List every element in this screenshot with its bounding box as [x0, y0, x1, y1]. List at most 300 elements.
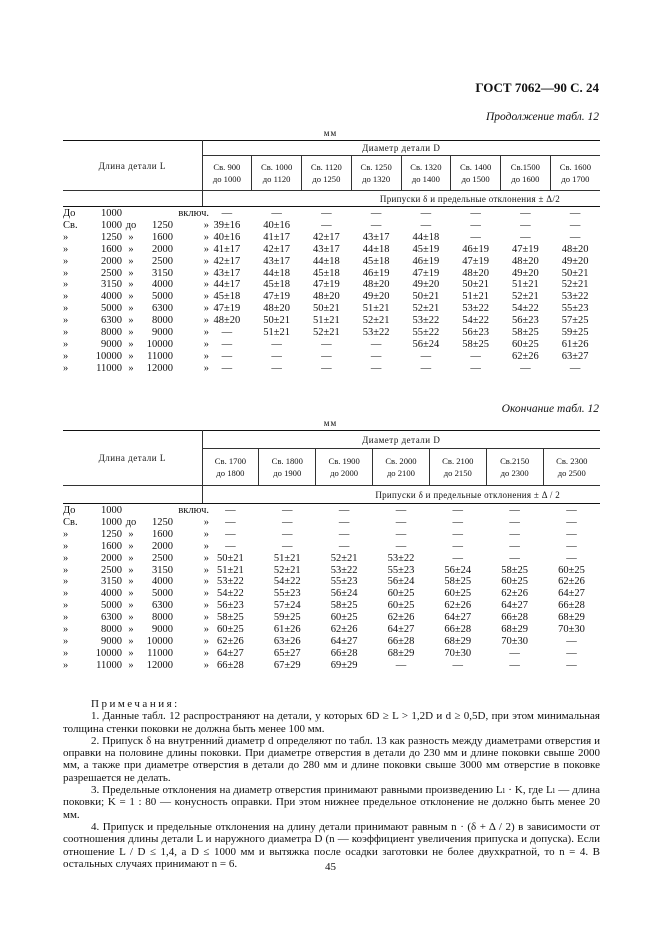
table-cell: 52±21 [330, 552, 358, 564]
table-row [63, 327, 600, 339]
table-cell: — [566, 528, 577, 540]
table-cell: 54±22 [273, 576, 301, 588]
column-header [550, 156, 600, 191]
table-cell: 51±21 [263, 327, 290, 339]
table-cell: 44±18 [312, 255, 340, 267]
table-cell: 68±29 [501, 624, 529, 636]
table-cell: 48±20 [362, 279, 390, 291]
table-cell: 63±27 [561, 350, 589, 362]
table-cell: 56±24 [330, 588, 358, 600]
column-header [451, 156, 501, 191]
table-cell: 64±27 [558, 588, 585, 600]
row-header: Длина детали L [63, 141, 202, 191]
table-cell: — [282, 540, 293, 552]
table-cell: 64±27 [444, 612, 472, 624]
table-cell: — [225, 528, 236, 540]
table-row [63, 244, 600, 256]
column-to: до 1250 [312, 174, 341, 184]
table-cell: 59±25 [561, 327, 589, 339]
column-to: до 2150 [443, 468, 472, 478]
table-cell: 68±29 [558, 612, 585, 624]
table-cell: — [452, 528, 464, 540]
table-cell: 43±17 [213, 267, 241, 279]
table-cell: 66±28 [558, 600, 585, 612]
table-cell: 46±19 [412, 255, 440, 267]
table-cell: 53±22 [387, 552, 415, 564]
table-cell: — [470, 350, 481, 362]
table-cell: 45±18 [362, 255, 390, 267]
row-label: Св. 1000 до 1250 » [63, 516, 209, 528]
row-label: » 6300 » 8000 » [63, 612, 209, 624]
table-cell: 50±21 [462, 279, 489, 291]
table-cell: — [452, 659, 464, 671]
table-cell: 47±19 [263, 291, 290, 303]
table-cell: 52±21 [511, 291, 539, 303]
table-cell: 62±26 [217, 635, 244, 647]
table-cell: 61±26 [561, 338, 589, 350]
row-label: » 9000 » 10000 » [63, 338, 209, 350]
column-from: Св. 1120 [310, 162, 342, 172]
table-cell: 40±16 [213, 231, 241, 243]
column-header [351, 156, 401, 191]
column-to: до 2500 [557, 468, 586, 478]
table-cell: 41±17 [263, 231, 290, 243]
table-cell: — [569, 231, 581, 243]
table-cell: 48±20 [462, 267, 489, 279]
table-cell: 45±18 [312, 267, 340, 279]
table-cell: 60±25 [511, 338, 539, 350]
table-cell: 61±26 [273, 624, 301, 636]
table-row [63, 541, 600, 553]
column-header [373, 449, 430, 486]
row-label: » 2500 » 3150 » [63, 267, 209, 279]
row-label: До 1000 включ. [63, 505, 209, 516]
table-cell: — [395, 540, 407, 552]
table-cell: — [338, 540, 350, 552]
table-row [63, 351, 600, 363]
row-label: » 10000 » 11000 » [63, 647, 209, 659]
table-cell: 44±18 [362, 243, 390, 255]
column-header [202, 156, 252, 191]
table-cell: 44±18 [263, 267, 290, 279]
table-cell: 48±20 [213, 315, 241, 327]
table-cell: 70±30 [558, 624, 585, 636]
table-cell: 40±16 [263, 219, 290, 231]
table-cell: 55±22 [412, 327, 440, 339]
table-cell: — [566, 659, 577, 671]
table-cell: — [370, 338, 382, 350]
table-cell: 52±21 [362, 315, 390, 327]
table-cell: 60±25 [330, 612, 358, 624]
table-cell: — [282, 505, 293, 516]
table-row [63, 504, 600, 517]
table-cell: 51±21 [312, 315, 340, 327]
table-row [63, 279, 600, 291]
table-cell: 57±24 [273, 600, 301, 612]
table-cell: 64±27 [330, 635, 358, 647]
row-label: » 1600 » 2000 » [63, 243, 209, 255]
table-cell: 56±24 [387, 576, 415, 588]
column-to: до 1000 [212, 174, 241, 184]
table-cell: 51±21 [217, 564, 244, 576]
notes-title: Примечания: [91, 698, 180, 710]
row-label: » 1250 » 1600 » [63, 231, 209, 243]
table-cell: — [452, 540, 464, 552]
table-cell: 58±25 [444, 576, 472, 588]
column-from: Св. 2000 [385, 456, 417, 466]
table-row [63, 565, 600, 577]
column-from: Св. 1800 [271, 456, 303, 466]
table-cell: — [566, 552, 577, 564]
page-number: 45 [325, 861, 336, 873]
table-cell: 52±21 [273, 564, 301, 576]
table-cell: — [370, 362, 382, 374]
table-cell: 58±25 [217, 612, 244, 624]
table-cell: — [420, 208, 432, 219]
table-row [63, 588, 600, 600]
table-cell: — [420, 350, 432, 362]
table-cell: — [321, 219, 332, 231]
table-cell: 46±19 [362, 267, 390, 279]
table-cell: 54±22 [462, 315, 489, 327]
table-cell: — [321, 362, 332, 374]
table-cell: 51±21 [273, 552, 301, 564]
table-cell: 62±26 [501, 588, 529, 600]
table-cell: 52±21 [312, 327, 340, 339]
table-cell: 62±26 [444, 600, 472, 612]
table-cell: — [566, 540, 577, 552]
table-cell: 55±23 [273, 588, 301, 600]
column-to: до 1120 [262, 174, 291, 184]
table-cell: — [225, 540, 236, 552]
column-header [316, 449, 373, 486]
table1-unit: мм [323, 128, 338, 138]
table-row [63, 220, 600, 232]
table2 [63, 430, 600, 672]
table-cell: — [338, 505, 350, 516]
row-label: » 8000 » 9000 » [63, 327, 209, 339]
column-to: до 2000 [330, 468, 359, 478]
table-cell: — [566, 635, 577, 647]
column-header [429, 449, 486, 486]
table-cell: — [509, 552, 520, 564]
table-cell: 62±26 [387, 612, 415, 624]
row-label: » 5000 » 6300 » [63, 303, 209, 315]
table-cell: 49±20 [362, 291, 390, 303]
table-row [63, 624, 600, 636]
table-cell: — [321, 208, 332, 219]
table-cell: 58±25 [511, 327, 539, 339]
table-cell: — [321, 350, 332, 362]
row-header: Длина детали L [63, 431, 202, 486]
table-cell: — [370, 350, 382, 362]
table-cell: — [569, 208, 581, 219]
table-cell: — [221, 362, 233, 374]
row-label: » 11000 » 12000 » [63, 362, 209, 374]
table-cell: — [420, 362, 432, 374]
table-cell: 56±23 [511, 315, 539, 327]
table-row [63, 553, 600, 565]
table-cell: 69±29 [330, 659, 358, 671]
table-cell: 53±22 [412, 315, 440, 327]
table-cell: — [221, 350, 233, 362]
table-cell: 55±23 [330, 576, 358, 588]
table-cell: — [221, 327, 233, 339]
table-cell: 50±21 [561, 267, 589, 279]
table-cell: 55±23 [561, 303, 589, 315]
table-cell: 68±29 [444, 635, 472, 647]
note-item: 2. Припуск δ на внутренний диаметр d определяют по табл. 13 как разность между диаметрами отверстия и оправки на половине длины поковки. При диаметре отверстия в детали до 230 мм и длине поковки свыше 2000 мм, а также при диаметре отверстия в детали до 280 мм и длине поковки свыше 3000 мм отверстие в поковке разрешается не делать. [63, 734, 600, 784]
row-label: » 6300 » 8000 » [63, 315, 209, 327]
table-cell: 42±17 [312, 231, 340, 243]
table-cell: 57±25 [561, 315, 589, 327]
table-cell: 60±25 [444, 588, 472, 600]
table-cell: 55±23 [387, 564, 415, 576]
table-cell: 48±20 [511, 255, 539, 267]
note-item: 1. Данные табл. 12 распространяют на детали, у которых 6D ≥ L > 1,2D и d ≥ 0,5D, при этом минимальная толщина стенки поковки не должна быть менее 100 мм. [63, 710, 600, 735]
table-cell: — [338, 528, 350, 540]
subheader: Припуски δ и предельные отклонения ± Δ/2 [202, 191, 600, 207]
table-cell: 70±30 [444, 647, 472, 659]
table-cell: — [566, 647, 577, 659]
table-row [63, 576, 600, 588]
table-cell: — [321, 338, 332, 350]
table2-caption: Окончание табл. 12 [501, 403, 599, 415]
table-cell: 56±24 [444, 564, 472, 576]
table-cell: — [452, 516, 464, 528]
table-cell: — [225, 516, 236, 528]
table-cell: 48±20 [312, 291, 340, 303]
table-cell: — [395, 516, 407, 528]
table-cell: 60±25 [217, 624, 244, 636]
table-cell: — [282, 516, 293, 528]
table-cell: 49±20 [511, 267, 539, 279]
column-header [259, 449, 316, 486]
table-cell: 53±22 [217, 576, 244, 588]
column-from: Св. 1320 [410, 162, 442, 172]
table-cell: 64±27 [387, 624, 415, 636]
table-cell: — [566, 516, 577, 528]
table-cell: 70±30 [501, 635, 529, 647]
table-cell: 50±21 [312, 303, 340, 315]
table-cell: — [225, 505, 236, 516]
table-cell: 53±22 [330, 564, 358, 576]
row-label: » 2000 » 2500 » [63, 552, 209, 564]
table-cell: 39±16 [213, 219, 241, 231]
document-header: ГОСТ 7062—90 С. 24 [475, 80, 599, 95]
table-cell: — [370, 208, 382, 219]
table1-caption: Продолжение табл. 12 [486, 111, 599, 123]
row-label: » 3150 » 4000 » [63, 576, 209, 588]
table-row [63, 339, 600, 351]
table-cell: 52±21 [561, 279, 589, 291]
diameter-header: Диаметр детали D [202, 141, 600, 156]
table-row [63, 660, 600, 672]
table-cell: 58±25 [330, 600, 358, 612]
column-to: до 1800 [216, 468, 245, 478]
table-cell: 54±22 [511, 303, 539, 315]
column-to: до 1900 [273, 468, 302, 478]
table-cell: 42±17 [213, 255, 241, 267]
table-cell: 47±19 [412, 267, 440, 279]
row-label: До 1000 включ. [63, 208, 209, 219]
row-label: » 1250 » 1600 » [63, 528, 209, 540]
row-label: » 9000 » 10000 » [63, 635, 209, 647]
note-item: 4. Припуск и предельные отклонения на длину детали принимают равным n · (δ + Δ / 2) в зависимости от соотношения длины детали L и наружного диаметра D (n — коэффициент увеличения припуска и допуска). Если отношение L / D ≤ 1,4, а D ≤ 1000 мм и вытяжка после осадки заготовки не более двухкратной, то n = 4. В остальных случаях принимают n = 6. [63, 820, 600, 870]
table-cell: 60±25 [387, 588, 415, 600]
table1 [63, 140, 600, 375]
table-cell: 62±26 [558, 576, 585, 588]
column-from: Св. 1000 [260, 162, 293, 172]
table-cell: — [470, 231, 481, 243]
column-header [252, 156, 302, 191]
table-cell: 41±17 [213, 243, 241, 255]
column-from: Св. 1700 [214, 456, 247, 466]
table-cell: 58±25 [462, 338, 489, 350]
table-cell: — [271, 350, 282, 362]
table-row [63, 517, 600, 529]
row-label: » 4000 » 5000 » [63, 588, 209, 600]
row-label: » 2500 » 3150 » [63, 564, 209, 576]
table-cell: 64±27 [217, 647, 244, 659]
table-cell: 60±25 [387, 600, 415, 612]
table-cell: 48±20 [263, 303, 290, 315]
table-cell: — [569, 362, 581, 374]
table2-unit: мм [323, 418, 338, 428]
table-cell: 47±19 [312, 279, 340, 291]
table-cell: 60±25 [501, 576, 529, 588]
table-row [63, 363, 600, 375]
row-label: » 2000 » 2500 » [63, 255, 209, 267]
table-cell: — [452, 552, 464, 564]
table-cell: — [271, 362, 282, 374]
table-row [63, 303, 600, 315]
table-cell: — [509, 647, 520, 659]
table-cell: — [420, 219, 432, 231]
table-cell: 53±22 [362, 327, 390, 339]
table-cell: 58±25 [501, 564, 529, 576]
table-cell: — [509, 516, 520, 528]
table-cell: — [395, 528, 407, 540]
column-from: Св. 2100 [442, 456, 474, 466]
table-cell: 42±17 [263, 243, 290, 255]
table-cell: 50±21 [263, 315, 290, 327]
table-cell: — [271, 208, 282, 219]
table-cell: — [520, 362, 531, 374]
table-cell: 43±17 [263, 255, 290, 267]
table-cell: — [509, 505, 520, 516]
row-label: » 1600 » 2000 » [63, 540, 209, 552]
table-cell: 62±26 [511, 350, 539, 362]
table-cell: 50±21 [217, 552, 244, 564]
table-cell: 56±23 [462, 327, 489, 339]
table-cell: — [395, 505, 407, 516]
table-cell: 54±22 [217, 588, 244, 600]
table-cell: — [509, 528, 520, 540]
table-cell: 49±20 [412, 279, 440, 291]
table-cell: 66±28 [444, 624, 472, 636]
column-to: до 1600 [511, 174, 540, 184]
table-cell: 44±17 [213, 279, 241, 291]
table-cell: — [470, 208, 481, 219]
column-from: Св. 900 [213, 162, 241, 172]
table-cell: 60±25 [558, 564, 585, 576]
column-from: Св. 1600 [559, 162, 592, 172]
table-cell: 43±17 [362, 231, 390, 243]
table-cell: 66±28 [387, 635, 415, 647]
row-label: » 10000 » 11000 » [63, 350, 209, 362]
notes [63, 698, 600, 870]
table-cell: 49±20 [561, 255, 589, 267]
column-from: Св.1500 [510, 162, 540, 172]
table-cell: — [569, 219, 581, 231]
table-row [63, 612, 600, 624]
table-row [63, 600, 600, 612]
table-cell: — [520, 231, 531, 243]
note-item: 3. Предельные отклонения на диаметр отверстия принимают равными произведению Lₗ · K, где Lₗ — длина поковки; K = 1 : 80 — конусность оправки. При этом нижнее предельное отклонение не должно быть менее 20 мм. [63, 784, 600, 821]
table-cell: 47±19 [511, 243, 539, 255]
table-cell: 46±19 [462, 243, 489, 255]
table-cell: 66±28 [330, 647, 358, 659]
table-row [63, 232, 600, 244]
table-cell: 47±19 [462, 255, 489, 267]
table-cell: 53±22 [561, 291, 589, 303]
table-cell: 56±23 [217, 600, 244, 612]
table-cell: — [338, 516, 350, 528]
row-label: » 3150 » 4000 » [63, 279, 209, 291]
table-row [63, 529, 600, 541]
row-label: » 8000 » 9000 » [63, 624, 209, 636]
table-cell: 59±25 [273, 612, 301, 624]
table-cell: 66±28 [217, 659, 244, 671]
column-from: Св. 1900 [328, 456, 360, 466]
table-cell: — [271, 338, 282, 350]
table-cell: — [509, 659, 520, 671]
column-from: Св. 1400 [459, 162, 492, 172]
table-cell: 52±21 [412, 303, 440, 315]
table-cell: 56±24 [412, 338, 440, 350]
column-header [486, 449, 543, 486]
table-row [63, 268, 600, 280]
column-to: до 1320 [362, 174, 391, 184]
column-from: Св. 1250 [360, 162, 392, 172]
subheader: Припуски δ и предельные отклонения ± Δ / 2 [202, 486, 600, 504]
table-cell: 51±21 [462, 291, 489, 303]
column-from: Св.2150 [500, 456, 530, 466]
table-cell: 45±18 [213, 291, 241, 303]
table-row [63, 256, 600, 268]
table-cell: — [221, 338, 233, 350]
table-row [63, 207, 600, 220]
table-cell: 44±18 [412, 231, 440, 243]
table-cell: 68±29 [387, 647, 415, 659]
table-cell: 43±17 [312, 243, 340, 255]
table-cell: — [452, 505, 464, 516]
column-to: до 2100 [386, 468, 415, 478]
column-header [501, 156, 551, 191]
table-cell: 48±20 [561, 243, 589, 255]
column-to: до 1400 [411, 174, 440, 184]
column-header [202, 449, 259, 486]
table-cell: — [566, 505, 577, 516]
row-label: Св. 1000 до 1250 » [63, 219, 209, 231]
table-cell: 67±29 [273, 659, 301, 671]
table-cell: 64±27 [501, 600, 529, 612]
table-cell: — [520, 208, 531, 219]
column-header [401, 156, 451, 191]
column-from: Св. 2300 [556, 456, 588, 466]
column-to: до 1700 [561, 174, 590, 184]
